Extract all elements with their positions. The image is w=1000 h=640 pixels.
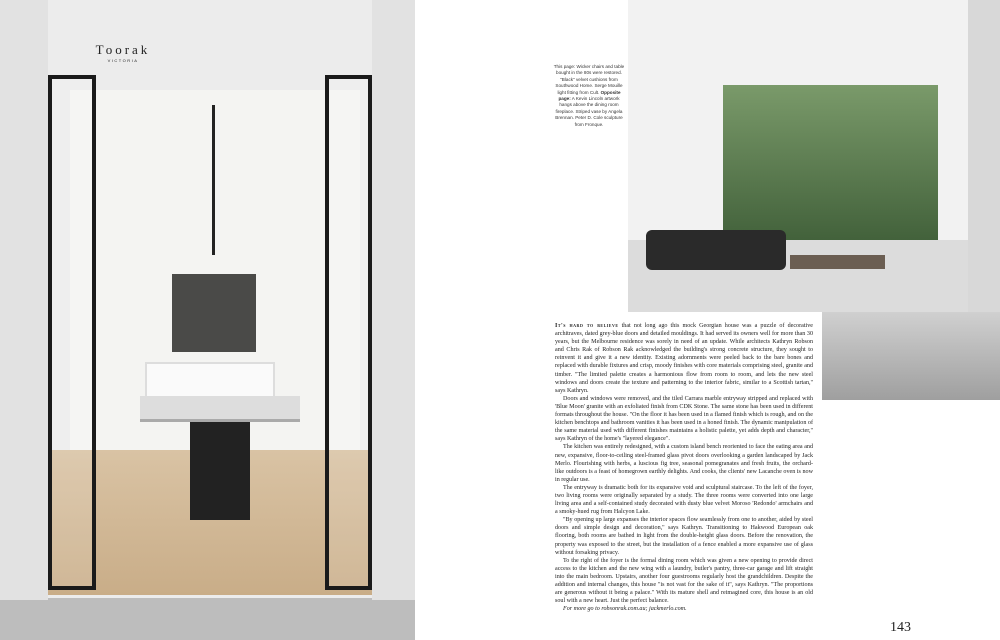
wall xyxy=(372,0,415,600)
steel-door-right xyxy=(325,75,372,590)
table-pedestal xyxy=(190,422,250,520)
steel-door-left xyxy=(48,75,96,590)
location-header xyxy=(78,42,168,63)
dining-room-photo xyxy=(0,0,415,640)
credit-line: For more go to robsonrak.com.au; jackmerlo.com. xyxy=(563,606,687,613)
paragraph: The entryway is dramatic both for its expansive void and sculptural staircase. To the left of the foyer, two living rooms were originally separated by a study. The three rooms were converted into one large living area and a self-contained study decorated with dusty blue velvet Moroso 'Redondo' armchairs and a smoky-hued rug from Halcyon Lake. xyxy=(555,484,813,516)
sofa xyxy=(646,230,786,270)
caption-label: Opposite page: xyxy=(558,89,621,102)
dining-table xyxy=(140,396,300,422)
caption-text: A Kevin Lincoln artwork hangs above the dining room fireplace. Striped vase by Angela Brennan. Peter D. Cole sculpture from Fronque. xyxy=(555,96,623,127)
garden xyxy=(723,85,938,250)
caption-text: This page: Wicker chairs and table bought in the 80s were restored. "Black" velvet cushions from Southwood Home. Serge Mouille light fitting from Cult. xyxy=(553,64,625,95)
lead-in: It's hard to believe xyxy=(555,323,619,329)
page-number: 143 xyxy=(890,620,911,635)
paragraph xyxy=(555,322,813,395)
paragraph: Doors and windows were removed, and the tiled Carrara marble entryway stripped and replaced with 'Blue Moon' granite with an exfoliated finish from CDK Stone. The same stone has been used in different formats throughout the house. "On the floor it has been used in a flamed finish which is rough, and on the kitchen benchtops and bathroom vanities it has been used in a honed finish. The dynamic manipulation of the same material used with different finishes maintains a holistic palette, yet adds depth and character," says Kathryn of the home's "layered elegance". xyxy=(555,395,813,443)
stone-floor xyxy=(0,598,415,640)
artwork xyxy=(172,274,256,352)
paragraph: To the right of the foyer is the formal dining room which was given a new opening to provide direct access to the kitchen and the new wing with a laundry, butler's pantry, three-car garage and lift straight into the main bedroom. Upstairs, another four guestrooms regularly host the grandchildren. Despite the addition and internal changes, this house "is not vast for the sake of it", says Kathryn. "The proportions are generous without it being a palace." With its mature shell and reimagined core, this house is an old soul with a new heart. Just the perfect balance. xyxy=(555,557,813,605)
living-room-photo xyxy=(628,0,968,312)
wall xyxy=(0,0,48,600)
pendant-light xyxy=(212,105,215,255)
article-body xyxy=(555,322,813,613)
header-subtitle: VICTORIA xyxy=(107,58,139,63)
wall-photo xyxy=(968,0,1000,362)
coffee-table xyxy=(790,255,885,269)
paragraph: The kitchen was entirely redesigned, with a custom island bench reoriented to face the eating area and new, expansive, floor-to-ceiling steel-framed glass pivot doors overlooking a garden landscaped by Jack Merlo. Flourishing with herbs, a luscious fig tree, seasonal pomegranates and fresh fruits, the orchard-like outdoors is a feast of homegrown earthly delights. And cooks, the clients' new Lacanche oven is now in regular use. xyxy=(555,444,813,483)
paragraph-text: that not long ago this mock Georgian house was a puzzle of decorative architraves, dated grey-blue doors and detailed mouldings. It had served its owners well for more than 30 years, but the Melbourne residence was sorely in need of an update. While architects Kathryn Robson and Chris Rak of Robson Rak acknowledged the building's strong concrete structure, they sought to reinvent it and give it a new identity. Existing adornments were peeled back to the bare bones and replaced with durable fixtures and crisp, moody finishes with core materials comprising steel, granite and timber. "The limited palette creates a harmonious flow from room to room, and lets the new steel windows and doors create the texture and patterning to the interior fabric, similar to a Scottish tartan," says Kathryn. xyxy=(555,323,813,394)
photo-caption xyxy=(552,64,626,128)
floor-photo xyxy=(822,312,1000,400)
paragraph: "By opening up large expanses the interior spaces flow seamlessly from one to another, aided by steel doors and simple design and decoration," says Kathryn. Transitioning to Hakwood European oak flooring, both rooms are bathed in light from the double-height glass doors. Before the renovation, the property was exposed to the street, but the installation of a fence enabled a more expansive use of glass without forsaking privacy. xyxy=(555,517,813,556)
header-title: Toorak xyxy=(95,42,151,57)
